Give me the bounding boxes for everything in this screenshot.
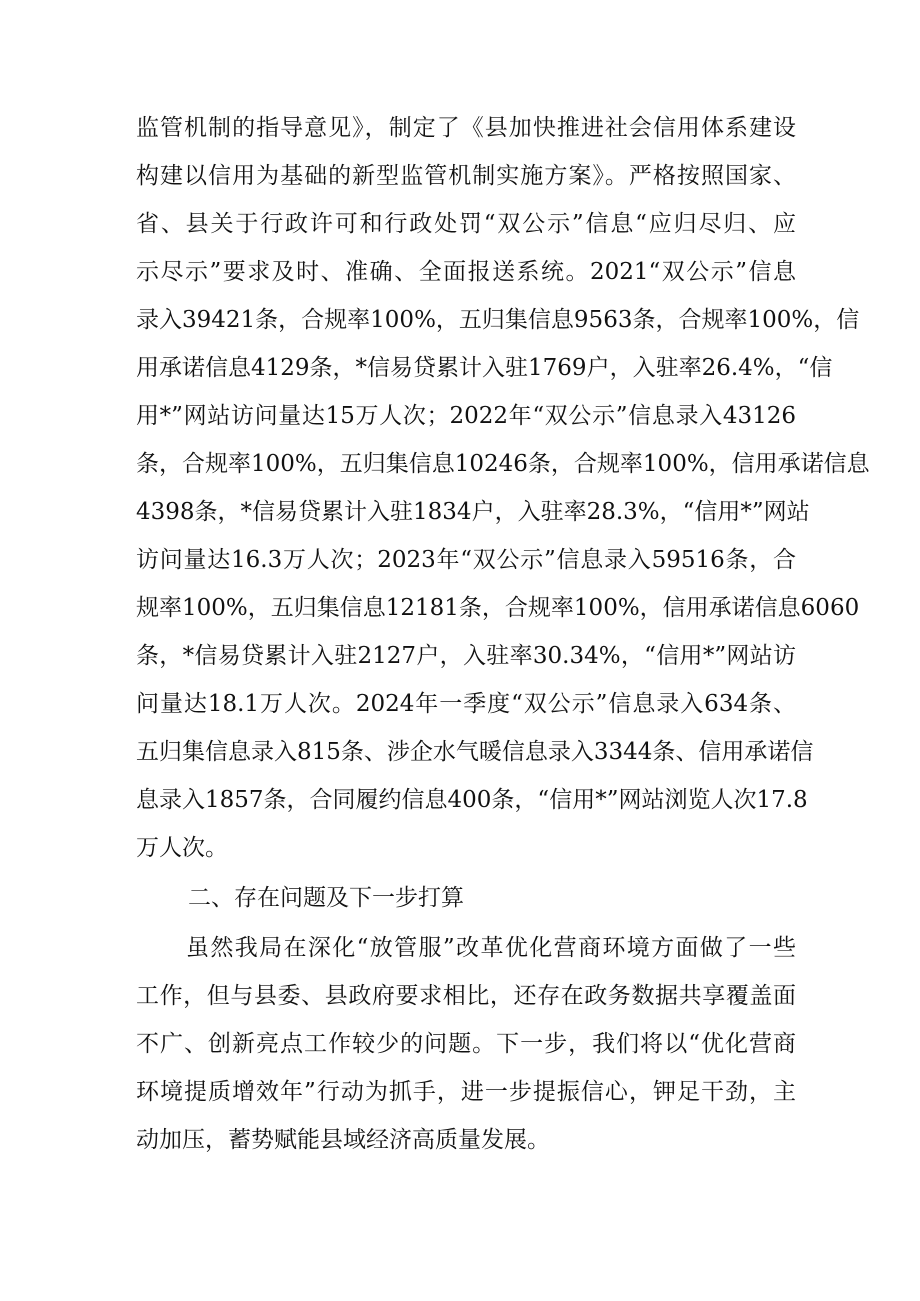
paragraph1-line: 省、县关于行政许可和行政处罚“双公示”信息“应归尽归、应 xyxy=(136,211,796,237)
paragraph1-line: 用*”网站访问量达15万人次；2022年“双公示”信息录入43126 xyxy=(136,403,796,429)
paragraph1-line: 规率100%，五归集信息12181条，合规率100%，信用承诺信息6060 xyxy=(136,595,860,621)
paragraph1-line: 条，*信易贷累计入驻2127户，入驻率30.34%，“信用*”网站访 xyxy=(136,643,796,669)
paragraph1-line: 万人次。 xyxy=(136,835,228,861)
paragraph2-line: 不广、创新亮点工作较少的问题。下一步，我们将以“优化营商 xyxy=(136,1031,796,1057)
paragraph1-line: 构建以信用为基础的新型监管机制实施方案》。严格按照国家、 xyxy=(136,163,796,189)
paragraph1-line: 4398条，*信易贷累计入驻1834户，入驻率28.3%，“信用*”网站 xyxy=(136,499,810,525)
paragraph1-line: 录入39421条，合规率100%，五归集信息9563条，合规率100%，信 xyxy=(136,307,860,333)
paragraph1-line: 用承诺信息4129条，*信易贷累计入驻1769户，入驻率26.4%，“信 xyxy=(136,355,833,381)
paragraph1-line: 监管机制的指导意见》，制定了《县加快推进社会信用体系建设 xyxy=(136,115,796,141)
paragraph1-line: 问量达18.1万人次。2024年一季度“双公示”信息录入634条、 xyxy=(136,691,796,717)
paragraph2-line: 动加压，蓄势赋能县域经济高质量发展。 xyxy=(136,1127,550,1153)
paragraph1-line: 息录入1857条，合同履约信息400条，“信用*”网站浏览人次17.8 xyxy=(136,787,808,813)
paragraph2-line: 工作，但与县委、县政府要求相比，还存在政务数据共享覆盖面 xyxy=(136,983,796,1009)
paragraph2-line: 环境提质增效年”行动为抓手，进一步提振信心，钾足干劲，主 xyxy=(136,1079,796,1105)
paragraph1-line: 访问量达16.3万人次；2023年“双公示”信息录入59516条，合 xyxy=(136,547,796,573)
paragraph1-line: 示尽示”要求及时、准确、全面报送系统。2021“双公示”信息 xyxy=(136,259,796,285)
paragraph1-line: 五归集信息录入815条、涉企水气暖信息录入3344条、信用承诺信 xyxy=(136,739,814,765)
paragraph1-line: 条，合规率100%，五归集信息10246条，合规率100%，信用承诺信息 xyxy=(136,451,870,477)
paragraph2-line: 虽然我局在深化“放管服”改革优化营商环境方面做了一些 xyxy=(186,935,796,961)
section-heading: 二、存在问题及下一步打算 xyxy=(188,885,464,911)
